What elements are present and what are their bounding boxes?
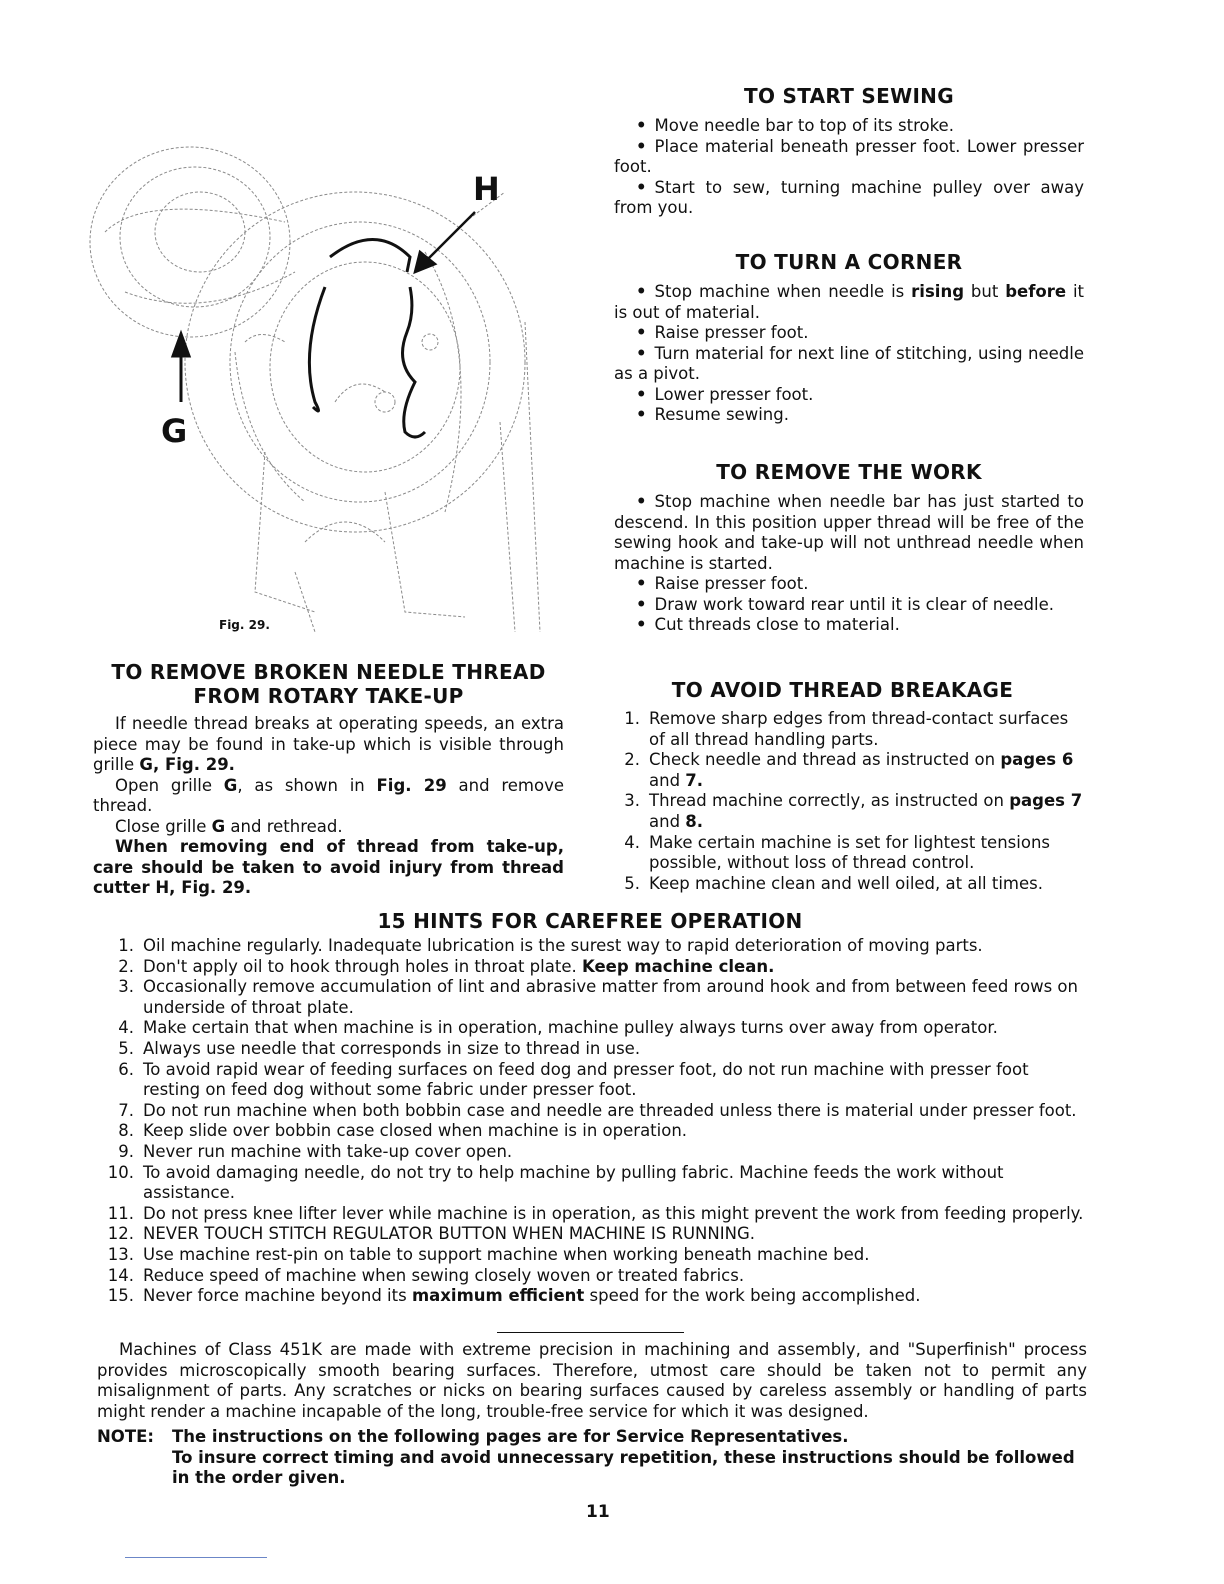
hint-item: 11. Do not press knee lifter lever while machine is in operation, as this might prevent the work from feeding properly. [107, 1203, 1084, 1223]
sewing-machine-illustration [85, 72, 565, 642]
hint-item: 14. Reduce speed of machine when sewing closely woven or treated fabrics. [107, 1265, 745, 1285]
warning-paragraph: When removing end of thread from take-up, care should be taken to avoid injury from thread cutter H, Fig. 29. [93, 837, 564, 897]
section-closing [97, 1340, 1087, 1489]
hint-item: 9. Never run machine with take-up cover open. [118, 1141, 513, 1161]
note-line: The instructions on the following pages are for Service Representatives. [172, 1427, 849, 1446]
figure-29 [85, 72, 565, 642]
bullet: • Raise presser foot. [636, 323, 809, 342]
broken-thread-title: TO REMOVE BROKEN NEEDLE THREAD FROM ROTARY TAKE-UP [111, 660, 546, 708]
section-remove-work [614, 460, 1084, 636]
list-item: 2. Check needle and thread as instructed on pages 6 and 7. [624, 750, 1074, 790]
closing-paragraph: Machines of Class 451K are made with extreme precision in machining and assembly, and "Superfinish" process provides microscopically smooth bearing surfaces. Therefore, utmost care should be taken not to permit any misalignment of parts. Any scratches or nicks on bearing surfaces caused by careless assembly or handling of parts might render a machine incapable of the long, trouble-free service for which it was designed. [97, 1340, 1087, 1421]
paragraph: Open grille G, as shown in Fig. 29 and remove thread. [93, 775, 565, 815]
bullet: • Cut threads close to material. [636, 615, 900, 634]
bullet: • Stop machine when needle bar has just started to descend. In this position upper thread will be free of the sewing hook and take-up will not unthread needle when machine is started. [614, 492, 1084, 573]
page-number: 11 [586, 1502, 610, 1522]
bullet: • Stop machine when needle is rising but before it is out of material. [614, 282, 1084, 322]
avoid-breakage-title: TO AVOID THREAD BREAKAGE [671, 678, 1014, 702]
hint-item: 12. NEVER TOUCH STITCH REGULATOR BUTTON WHEN MACHINE IS RUNNING. [107, 1224, 755, 1244]
label-h: H [473, 170, 500, 208]
label-g: G [161, 412, 188, 450]
divider [497, 1332, 684, 1333]
hint-item: 5. Always use needle that corresponds in size to thread in use. [118, 1038, 641, 1058]
hint-item: 4. Make certain that when machine is in operation, machine pulley always turns over away from operator. [118, 1018, 998, 1038]
hint-item: 8. Keep slide over bobbin case closed when machine is in operation. [118, 1121, 688, 1141]
bullet: • Raise presser foot. [636, 574, 809, 593]
figure-caption: Fig. 29. [219, 618, 270, 632]
hint-item: 6. To avoid rapid wear of feeding surfaces on feed dog and presser foot, do not run machine with presser foot resting on feed dog without some fabric under presser foot. [118, 1059, 1029, 1100]
paragraph: If needle thread breaks at operating speeds, an extra piece may be found in take-up which is visible through grille G, Fig. 29. [93, 714, 564, 774]
list-item: 4. Make certain machine is set for lightest tensions possible, without loss of thread control. [624, 832, 1050, 873]
section-turn-corner [614, 250, 1084, 426]
section-hints [94, 909, 1086, 1307]
remove-work-title: TO REMOVE THE WORK [716, 460, 982, 484]
note-line: To insure correct timing and avoid unnecessary repetition, these instructions should be followed in the order given. [172, 1447, 1075, 1487]
section-broken-thread [93, 660, 564, 899]
bullet: • Draw work toward rear until it is clear of needle. [636, 594, 1054, 614]
note-label: NOTE: [97, 1427, 154, 1446]
start-sewing-title: TO START SEWING [744, 84, 954, 108]
list-item: 5. Keep machine clean and well oiled, at all times. [624, 873, 1043, 893]
footer-rule [125, 1557, 267, 1558]
bullet: • Place material beneath presser foot. Lower presser foot. [614, 136, 1084, 176]
section-start-sewing [614, 84, 1084, 219]
list-item: 3. Thread machine correctly, as instructed on pages 7 and 8. [624, 791, 1083, 831]
bullet: • Move needle bar to top of its stroke. [636, 116, 954, 135]
hint-item: 15. Never force machine beyond its maximum efficient speed for the work being accomplished. [107, 1286, 921, 1306]
hint-item: 7. Do not run machine when both bobbin case and needle are threaded unless there is material under presser foot. [118, 1100, 1077, 1120]
hint-item: 1. Oil machine regularly. Inadequate lubrication is the surest way to rapid deterioration of moving parts. [118, 936, 983, 955]
list-item: 1. Remove sharp edges from thread-contact surfaces of all thread handling parts. [624, 709, 1069, 749]
bullet: • Turn material for next line of stitching, using needle as a pivot. [614, 343, 1084, 383]
hint-item: 3. Occasionally remove accumulation of lint and abrasive matter from around hook and from between feed rows on underside of throat plate. [118, 977, 1078, 1017]
turn-corner-title: TO TURN A CORNER [735, 250, 963, 274]
bullet: • Start to sew, turning machine pulley over away from you. [614, 177, 1084, 217]
hint-item: 10. To avoid damaging needle, do not try to help machine by pulling fabric. Machine feeds the work without assistance. [107, 1162, 1004, 1203]
bullet: • Resume sewing. [636, 405, 789, 424]
bullet: • Lower presser foot. [636, 384, 814, 404]
paragraph: Close grille G and rethread. [115, 816, 343, 836]
hint-item: 13. Use machine rest-pin on table to support machine when working beneath machine bed. [107, 1244, 870, 1264]
note [97, 1427, 1087, 1489]
section-avoid-breakage [600, 678, 1085, 894]
hints-title: 15 HINTS FOR CAREFREE OPERATION [377, 909, 803, 933]
hint-item: 2. Don't apply oil to hook through holes in throat plate. Keep machine clean. [118, 956, 775, 976]
